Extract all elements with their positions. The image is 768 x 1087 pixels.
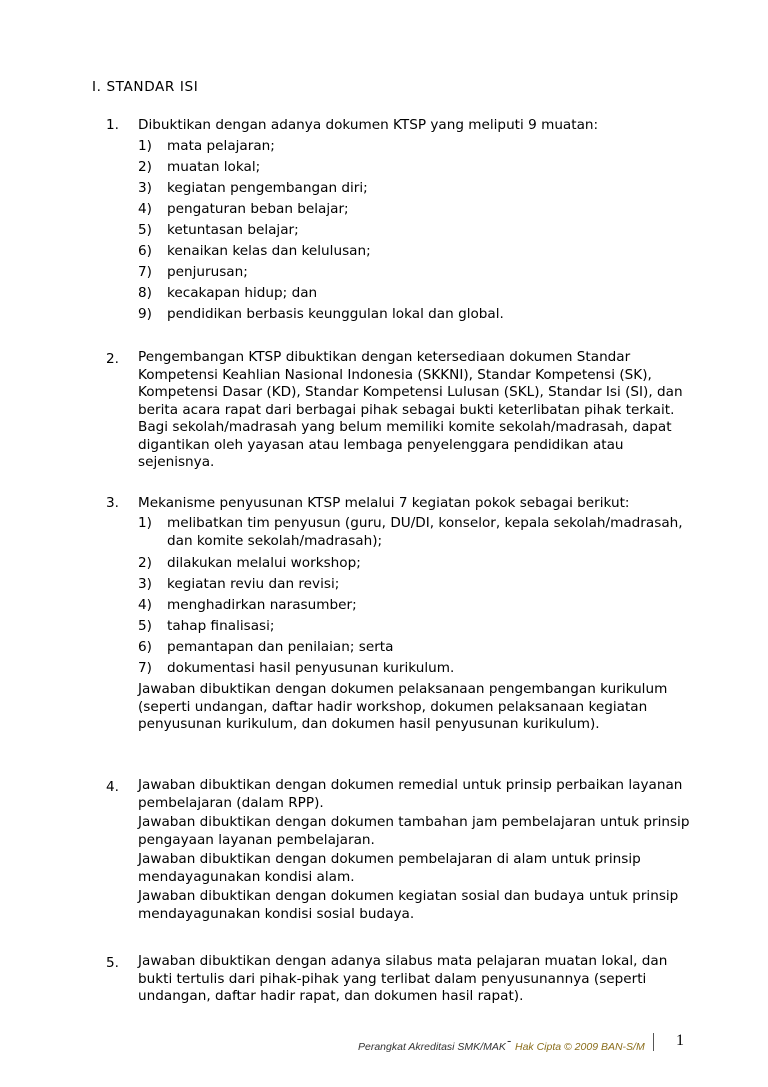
list-item-text: kenaikan kelas dan kelulusan;	[167, 243, 371, 259]
list-item-text: tahap finalisasi;	[167, 618, 275, 634]
list-item-text: muatan lokal;	[167, 159, 261, 175]
list-item-number: 6)	[138, 639, 152, 655]
criterion-number: 5.	[106, 955, 119, 971]
criterion-intro: Mekanisme penyusunan KTSP melalui 7 kegiatan pokok sebagai berikut:	[138, 495, 630, 511]
criterion-number: 1.	[106, 117, 119, 133]
list-item-number: 4)	[138, 597, 152, 613]
list-item	[138, 595, 690, 616]
list-item-number: 1)	[138, 515, 152, 531]
criterion-number: 3.	[106, 495, 119, 511]
criterion-3	[92, 493, 692, 734]
criterion-1	[92, 115, 692, 325]
criterion-paragraph: Jawaban dibuktikan dengan dokumen remedial untuk prinsip perbaikan layanan pembelajaran (dalam RPP).	[138, 777, 683, 811]
list-item-number: 6)	[138, 243, 152, 259]
list-item-text: ketuntasan belajar;	[167, 222, 299, 238]
criterion-closing: Jawaban dibuktikan dengan dokumen pelaksanaan pengembangan kurikulum (seperti undangan, daftar hadir workshop, dokumen pelaksanaan kegiatan penyusunan kurikulum, dan dokumen hasil penyusunan kurikulum).	[138, 681, 668, 732]
list-item-number: 3)	[138, 576, 152, 592]
list-item-text: pendidikan berbasis keunggulan lokal dan global.	[167, 306, 504, 322]
footer-title: Perangkat Akreditasi SMK/MAK	[358, 1041, 506, 1053]
list-item	[138, 136, 690, 157]
list-item-text: kegiatan reviu dan revisi;	[167, 576, 340, 592]
footer-divider	[653, 1033, 654, 1051]
list-item-number: 5)	[138, 618, 152, 634]
list-item-number: 7)	[138, 660, 152, 676]
list-item-number: 7)	[138, 264, 152, 280]
list-item-text: melibatkan tim penyusun (guru, DU/DI, konselor, kepala sekolah/madrasah, dan komite sekolah/madrasah);	[167, 515, 683, 549]
list-item	[138, 637, 690, 658]
criterion-number: 2.	[106, 351, 119, 367]
list-item	[138, 178, 690, 199]
list-item-text: mata pelajaran;	[167, 138, 275, 154]
list-item	[138, 658, 690, 679]
page-number: 1	[676, 1032, 684, 1049]
list-item-text: pemantapan dan penilaian; serta	[167, 639, 394, 655]
list-item	[138, 553, 690, 574]
page-footer	[0, 1030, 768, 1060]
criterion-paragraph: Jawaban dibuktikan dengan dokumen tambahan jam pembelajaran untuk prinsip pengayaan layanan pembelajaran.	[138, 814, 690, 848]
list-item	[138, 199, 690, 220]
list-item	[138, 241, 690, 262]
section-heading: I. STANDAR ISI	[92, 79, 199, 95]
list-item-number: 8)	[138, 285, 152, 301]
list-item	[138, 574, 690, 595]
list-item-number: 2)	[138, 159, 152, 175]
criterion-4	[92, 777, 692, 923]
list-item-text: menghadirkan narasumber;	[167, 597, 357, 613]
list-item	[138, 220, 690, 241]
list-item-number: 5)	[138, 222, 152, 238]
list-item	[138, 157, 690, 178]
criterion-2	[92, 349, 692, 472]
list-item-number: 4)	[138, 201, 152, 217]
criterion-paragraph: Jawaban dibuktikan dengan dokumen kegiatan sosial dan budaya untuk prinsip mendayagunakan kondisi sosial budaya.	[138, 888, 679, 922]
list-item-text: penjurusan;	[167, 264, 248, 280]
list-item-text: dilakukan melalui workshop;	[167, 555, 361, 571]
criterion-intro: Dibuktikan dengan adanya dokumen KTSP yang meliputi 9 muatan:	[138, 117, 599, 133]
list-item	[138, 515, 690, 550]
list-item	[138, 616, 690, 637]
list-item-text: dokumentasi hasil penyusunan kurikulum.	[167, 660, 455, 676]
list-item-number: 9)	[138, 306, 152, 322]
list-item-number: 3)	[138, 180, 152, 196]
footer-copyright: Hak Cipta © 2009 BAN-S/M	[515, 1041, 645, 1053]
criterion-text: Pengembangan KTSP dibuktikan dengan ketersediaan dokumen Standar Kompetensi Keahlian Nasional Indonesia (SKKNI), Standar Kompetensi (SK), Kompetensi Dasar (KD), Standar Kompetensi Lulusan (SKL), Standar Isi (SI), dan berita acara rapat dari berbagai pihak sebagai bukti keterlibatan pihak terkait. Bagi sekolah/madrasah yang belum memiliki komite sekolah/madrasah, dapat digantikan oleh yayasan atau lembaga penyelenggara pendidikan atau sejenisnya.	[138, 349, 683, 470]
list-item	[138, 262, 690, 283]
list-item	[138, 304, 690, 325]
list-item-text: pengaturan beban belajar;	[167, 201, 349, 217]
list-item-text: kegiatan pengembangan diri;	[167, 180, 368, 196]
footer-separator: -	[507, 1033, 512, 1048]
criterion-5	[92, 953, 692, 1006]
criterion-number: 4.	[106, 779, 119, 795]
list-item	[138, 283, 690, 304]
list-item-number: 1)	[138, 138, 152, 154]
list-item-text: kecakapan hidup; dan	[167, 285, 318, 301]
criterion-paragraph: Jawaban dibuktikan dengan dokumen pembelajaran di alam untuk prinsip mendayagunakan kondisi alam.	[138, 851, 641, 885]
criterion-text: Jawaban dibuktikan dengan adanya silabus mata pelajaran muatan lokal, dan bukti tertulis dari pihak-pihak yang terlibat dalam penyusunannya (seperti undangan, daftar hadir rapat, dan dokumen hasil rapat).	[138, 953, 668, 1004]
list-item-number: 2)	[138, 555, 152, 571]
